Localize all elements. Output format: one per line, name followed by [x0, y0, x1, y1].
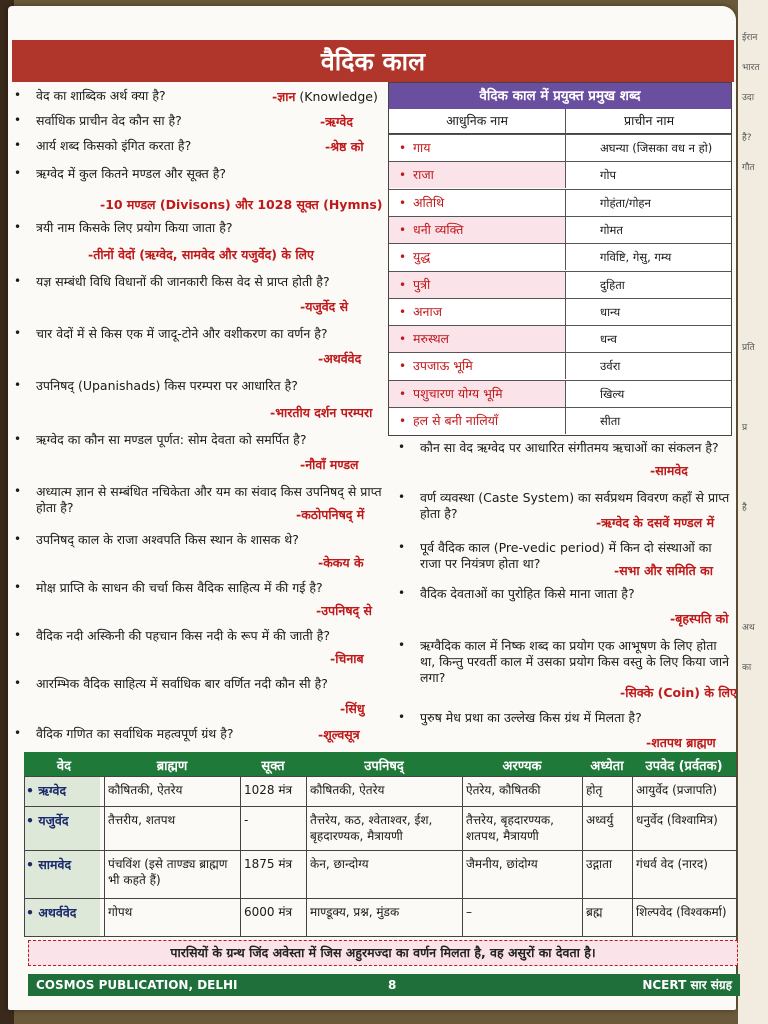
table-vline [462, 776, 463, 936]
ancient-name: गोप [565, 162, 731, 188]
veda-cell: उद्गाता [586, 857, 613, 871]
terms-row [389, 380, 731, 407]
modern-name: अनाज [413, 303, 443, 319]
bullet-dot: • [398, 440, 406, 454]
veda-header-cell: सूक्त [261, 759, 285, 774]
question-text: वैदिक देवताओं का पुरोहित किसे माना जाता है? [420, 586, 635, 601]
question-text: वैदिक नदी अस्किनी की पहचान किस नदी के रूप में की जाती है? [36, 628, 331, 643]
ancient-name: धन्व [565, 326, 731, 352]
veda-cell: अध्वर्यु [586, 813, 614, 827]
veda-cell: तैत्तरेय, कठ, श्वेताश्वर, ईश, बृहदारण्यक, मैत्रायणी [310, 813, 433, 843]
answer-text [300, 298, 348, 315]
question-text: सर्वाधिक प्राचीन वेद कौन सा है? [36, 113, 182, 128]
answer-value: -तीनों वेदों (ऋग्वेद, सामवेद और यजुर्वेद) के लिए [88, 247, 314, 262]
answer-text: -बृहस्पति को [670, 611, 729, 626]
table-hline [24, 806, 736, 807]
modern-name: उपजाऊ भूमि [413, 358, 473, 374]
veda-cell: 6000 मंत्र [244, 905, 293, 919]
ancient-name: अघन्या (जिसका वध न हो) [565, 135, 731, 161]
bullet-dot: • [14, 726, 22, 740]
bullet-dot: • [14, 166, 22, 180]
bullet-dot: • [14, 580, 22, 594]
table-vline [736, 776, 737, 936]
answer-value: -उपनिषद् से [316, 603, 372, 618]
bullet-dot: • [398, 540, 406, 554]
bullet-dot: • [399, 414, 407, 428]
book-series: NCERT सार संग्रह [642, 978, 732, 992]
veda-cell: - [244, 813, 249, 827]
question-text: वेद का शाब्दिक अर्थ क्या है? [36, 88, 166, 103]
terms-row [389, 271, 731, 298]
bullet-dot: • [398, 586, 406, 600]
bullet-dot: • [14, 432, 22, 446]
next-page-text: गौत [742, 163, 755, 173]
next-page-text: ईरान [742, 33, 758, 43]
bullet-dot: • [399, 277, 407, 292]
veda-header-cell: अध्येता [590, 759, 624, 774]
bullet-dot: • [399, 141, 407, 155]
question-text: त्रयी नाम किसके लिए प्रयोग किया जाता है? [36, 220, 233, 235]
veda-name: • सामवेद [26, 857, 72, 872]
answer-value: -भारतीय दर्शन परम्परा [270, 405, 373, 420]
veda-cell: जैमनीय, छांदोग्य [466, 857, 538, 871]
ancient-name: दुहिता [565, 272, 731, 298]
bullet-dot: • [399, 250, 407, 265]
terms-row [389, 161, 731, 188]
veda-cell: तैत्तरीय, शतपथ [108, 813, 176, 827]
answer-text [88, 246, 314, 263]
modern-name: युद्ध [413, 249, 431, 265]
question-text: वर्ण व्यवस्था (Caste System) का सर्वप्रथम विवरण कहाँ से प्राप्त होता है? [420, 490, 730, 521]
veda-cell: गोपथ [108, 905, 133, 919]
ancient-name: सीता [565, 408, 731, 434]
next-page-text: है? [742, 133, 752, 143]
veda-cell: धनुर्वेद (विश्वामित्र) [636, 813, 718, 827]
question-text: उपनिषद् काल के राजा अश्वपति किस स्थान के शासक थे? [36, 532, 299, 547]
ancient-name: धान्य [565, 299, 731, 325]
answer-value: -शूल्वसूत्र [318, 727, 360, 742]
veda-cell: केन, छान्दोग्य [310, 857, 369, 871]
bullet-dot: • [14, 326, 22, 340]
answer-text [320, 113, 353, 130]
modern-name: गाय [413, 140, 431, 155]
veda-cell: पंचविंश (इसे ताण्ड्य ब्राह्मण भी कहते हैं) [108, 857, 228, 887]
answer-text [318, 554, 364, 571]
answer-text [270, 404, 372, 421]
bullet-dot: • [399, 304, 407, 319]
question-text: उपनिषद् (Upanishads) किस परम्परा पर आधारित है? [36, 378, 298, 393]
answer-value: -ज्ञान [272, 89, 296, 104]
question-text: कौन सा वेद ऋग्वेद पर आधारित संगीतमय ऋचाओं का संकलन है? [420, 440, 719, 455]
veda-cell: माण्डूक्य, प्रश्न, मुंडक [310, 905, 400, 919]
terms-row [389, 407, 731, 434]
modern-name: धनी व्यक्ति [389, 217, 565, 243]
ancient-name: उर्वरा [565, 353, 731, 379]
table-vline [240, 776, 241, 936]
terms-row [389, 134, 731, 161]
question-text: ऋग्वेद में कुल कितने मण्डल और सूक्त है? [36, 166, 227, 181]
veda-header-cell: वेद [56, 759, 72, 774]
answer-text [340, 700, 365, 717]
page-number: 8 [388, 978, 397, 992]
answer-value: -नौवाँ मण्डल [300, 457, 359, 472]
table-hline [24, 898, 736, 899]
answer-value: -अथर्ववेद [318, 351, 362, 366]
bullet-dot: • [399, 386, 407, 401]
terms-table [388, 82, 732, 436]
answer-value: -चिनाब [330, 651, 364, 666]
question-text: पुरुष मेध प्रथा का उल्लेख किस ग्रंथ में मिलता है? [420, 710, 642, 725]
table-vline [632, 776, 633, 936]
bullet-dot: • [14, 274, 22, 288]
question-text: अध्यात्म ज्ञान से सम्बंधित नचिकेता और यम का संवाद किस उपनिषद् से प्राप्त होता है? [36, 484, 382, 515]
veda-cell: 1028 मंत्र [244, 783, 293, 797]
veda-cell: तैत्तरेय, बृहदारण्यक, शतपथ, मैत्रायणी [466, 813, 554, 843]
question-text: ऋग्वेद का कौन सा मण्डल पूर्णत: सोम देवता को समर्पित है? [36, 432, 307, 447]
answer-value: -सिंधु [340, 701, 365, 716]
terms-col-ancient: प्राचीन नाम [565, 109, 732, 134]
table-hline [24, 936, 736, 937]
answer-text [272, 88, 378, 105]
modern-name: राजा [389, 162, 565, 188]
table-vline [24, 776, 25, 936]
answer-text [318, 350, 361, 367]
veda-header-cell: उपनिषद् [364, 759, 404, 774]
modern-name: मरुस्थल [389, 326, 565, 352]
bullet-dot: • [14, 220, 22, 234]
question-text: मोक्ष प्राप्ति के साधन की चर्चा किस वैदिक साहित्य में की गई है? [36, 580, 323, 595]
next-page-text: प्रति [742, 343, 755, 353]
bullet-dot: • [14, 88, 22, 102]
bullet-dot: • [14, 676, 22, 690]
bullet-dot: • [14, 628, 22, 642]
answer-text [100, 196, 383, 213]
terms-row [389, 325, 731, 352]
veda-cell: ब्रह्म [586, 905, 603, 919]
veda-cell: होतृ [586, 783, 603, 797]
table-vline [582, 776, 583, 936]
veda-name: • यजुर्वेद [26, 813, 69, 828]
answer-text: -ऋग्वेद के दसवें मण्डल में [596, 515, 715, 530]
bullet-dot: • [14, 532, 22, 546]
answer-english: (Knowledge) [295, 89, 378, 104]
terms-row [389, 352, 731, 379]
answer-value: -यजुर्वेद से [300, 299, 349, 314]
publisher-name: COSMOS PUBLICATION, DELHI [36, 978, 238, 992]
bullet-dot: • [398, 710, 406, 724]
bullet-dot: • [399, 332, 407, 347]
veda-cell: आयुर्वेद (प्रजापति) [636, 783, 718, 797]
question-text: यज्ञ सम्बंधी विधि विधानों की जानकारी किस वेद से प्राप्त होती है? [36, 274, 330, 289]
veda-name: • अथर्ववेद [26, 905, 77, 920]
terms-col-modern: आधुनिक नाम [389, 109, 565, 134]
answer-value: -कठोपनिषद् में [296, 507, 365, 522]
modern-name: हल से बनी नालियाँ [413, 413, 499, 428]
answer-value: -ऋग्वेद [320, 114, 353, 129]
answer-text: -सामवेद [650, 463, 688, 478]
ancient-name: खिल्य [565, 381, 731, 407]
next-page-text: भारत [742, 63, 760, 73]
bullet-dot: • [398, 638, 406, 652]
bullet-dot: • [399, 222, 407, 237]
answer-text [330, 650, 364, 667]
page-title: वैदिक काल [320, 47, 426, 76]
veda-cell: – [466, 905, 472, 919]
footer-bar [28, 974, 740, 996]
table-hline [24, 776, 736, 777]
answer-text: -शतपथ ब्राह्मण [646, 735, 716, 750]
table-vline [104, 776, 105, 936]
bullet-dot: • [399, 168, 407, 183]
question-text: वैदिक गणित का सर्वाधिक महत्वपूर्ण ग्रंथ है? [36, 726, 234, 741]
veda-header-cell: ब्राह्मण [156, 759, 188, 774]
question-text: चार वेदों में से किस एक में जादू-टोने और वशीकरण का वर्णन है? [36, 326, 328, 341]
terms-row [389, 189, 731, 216]
veda-cell: ऐतरेय, कौषितकी [466, 783, 541, 797]
ancient-name: गोहंता/गोहन [565, 190, 731, 216]
veda-cell: शिल्पवेद (विश्वकर्मा) [636, 905, 727, 919]
table-vline [306, 776, 307, 936]
bullet-dot: • [399, 195, 407, 210]
next-page-text: का [742, 663, 752, 673]
veda-cell: गंधर्व वेद (नारद) [636, 857, 708, 871]
terms-heading: वैदिक काल में प्रयुक्त प्रमुख शब्द [389, 83, 731, 109]
answer-text [296, 506, 364, 523]
veda-header-cell: उपवेद (प्रर्वतक) [645, 759, 723, 774]
bullet-dot: • [14, 378, 22, 392]
bullet-dot: • [14, 484, 22, 498]
question-text: आरम्भिक वैदिक साहित्य में सर्वाधिक बार वर्णित नदी कौन सी है? [36, 676, 328, 691]
ancient-name: गविष्टि, गेसु, गम्य [565, 244, 731, 270]
veda-name: • ऋग्वेद [26, 783, 67, 798]
terms-row [389, 243, 731, 270]
next-page-text: उदा [742, 93, 755, 103]
veda-cell: कौषितकी, ऐतरेय [108, 783, 183, 797]
bullet-dot: • [14, 138, 22, 152]
question-text: ऋग्वैदिक काल में निष्क शब्द का प्रयोग एक आभूषण के लिए होता था, किन्तु परवर्ती काल में उसका प्रयोग किस वस्तु के लिए किया जाने लगा? [420, 638, 730, 685]
footnote-box: पारसियों के ग्रन्थ जिंद अवेस्ता में जिस अहुरमज्दा का वर्णन मिलता है, वह असुरों का देवता है। [28, 940, 738, 966]
veda-header-cell: अरण्यक [502, 759, 542, 774]
answer-value: -10 मण्डल (Divisons) और 1028 सूक्त (Hymns) [100, 197, 383, 212]
answer-text [300, 456, 358, 473]
bullet-dot: • [398, 490, 406, 504]
title-banner [12, 40, 734, 82]
answer-text: -सभा और समिति का [614, 563, 713, 578]
modern-name: पुत्री [389, 272, 565, 298]
ancient-name: गोमत [565, 217, 731, 243]
answer-text [318, 726, 360, 743]
answer-text [316, 602, 372, 619]
next-page-edge [738, 0, 768, 1024]
terms-row [389, 298, 731, 325]
answer-text [325, 138, 364, 155]
next-page-text: है [742, 503, 747, 513]
question-text: पूर्व वैदिक काल (Pre-vedic period) में किन दो संस्थाओं का राजा पर नियंत्रण होता था? [420, 540, 712, 571]
answer-value: -श्रेष्ठ को [325, 139, 364, 154]
veda-cell: 1875 मंत्र [244, 857, 293, 871]
modern-name: अतिथि [413, 194, 445, 210]
question-text: आर्य शब्द किसको इंगित करता है? [36, 138, 192, 153]
table-hline [24, 850, 736, 851]
modern-name: पशुचारण योग्य भूमि [389, 381, 565, 407]
next-page-text: प्र [742, 423, 748, 433]
next-page-text: अथ [742, 623, 755, 633]
bullet-dot: • [14, 113, 22, 127]
bullet-dot: • [399, 359, 407, 374]
veda-cell: कौषितकी, ऐतरेय [310, 783, 385, 797]
answer-value: -केकय के [318, 555, 364, 570]
terms-row [389, 216, 731, 243]
answer-text: -सिक्के (Coin) के लिए [620, 685, 737, 700]
